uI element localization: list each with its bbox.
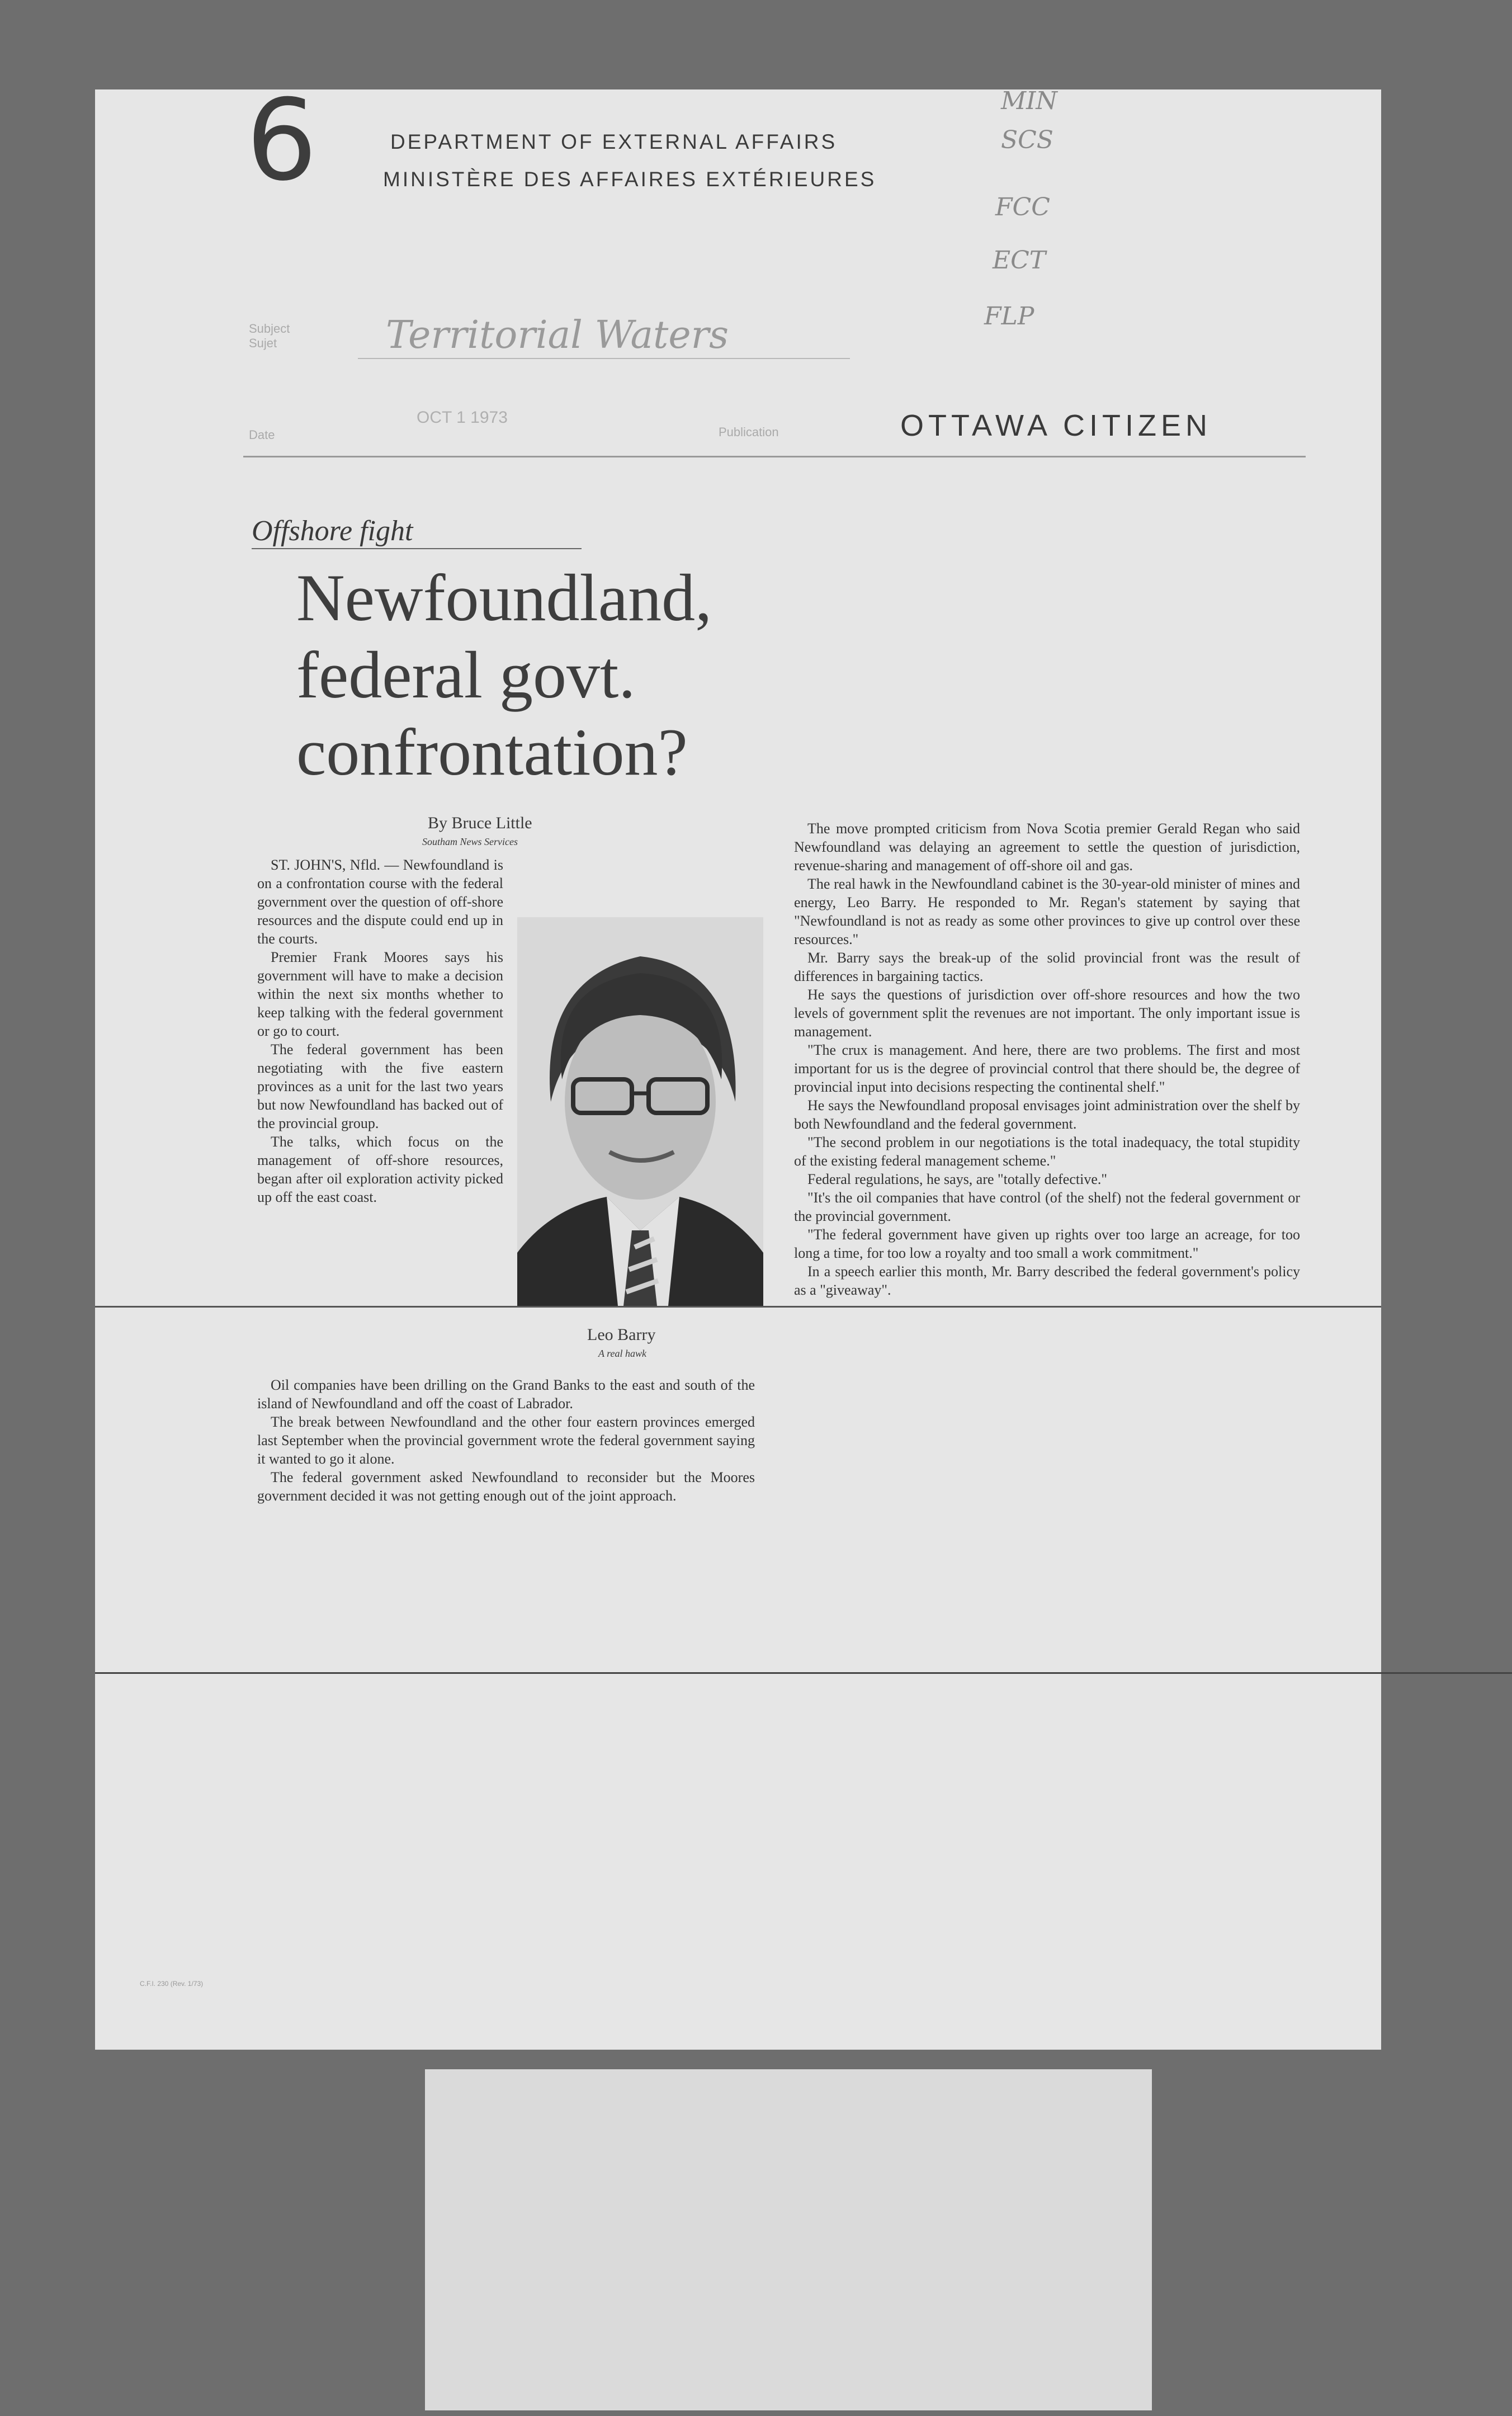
routing-mark: FLP bbox=[984, 302, 1034, 331]
paragraph: "It's the oil companies that have control (of the shelf) not the federal government or the provincial government. bbox=[794, 1190, 1300, 1224]
right-column bbox=[794, 819, 1300, 1299]
article-kicker: Offshore fight bbox=[252, 515, 413, 547]
paragraph: The break between Newfoundland and the other four eastern provinces emerged last September when the provincial government wrote the federal government saying it wanted to go it alone. bbox=[257, 1414, 755, 1467]
photo-subcaption: A real hawk bbox=[598, 1348, 646, 1359]
page-number: 6 bbox=[246, 76, 318, 206]
paragraph: The talks, which focus on the management of off-shore resources, began after oil exploration activity picked up off the east coast. bbox=[257, 1134, 503, 1205]
news-agency: Southam News Services bbox=[422, 836, 518, 847]
date-value: OCT 1 1973 bbox=[417, 408, 508, 427]
subject-value: Territorial Waters bbox=[386, 313, 729, 357]
paragraph: The federal government has been negotiating with the five eastern provinces as a unit for the last two years but now Newfoundland has backed out of the provincial group. bbox=[257, 1041, 503, 1131]
letterhead-french: MINISTÈRE DES AFFAIRES EXTÉRIEURES bbox=[383, 168, 877, 191]
publication-name: OTTAWA CITIZEN bbox=[900, 409, 1212, 442]
paragraph: Oil companies have been drilling on the Grand Banks to the east and south of the island of Newfoundland and off the coast of Labrador. bbox=[257, 1377, 755, 1412]
film-scratch-line bbox=[95, 1672, 1512, 1674]
paragraph: Premier Frank Moores says his government will have to make a decision within the next six months whether to keep talking with the federal government or go to court. bbox=[257, 949, 503, 1039]
paragraph: "The crux is management. And here, there are two problems. The first and most important for us is the degree of provincial control that there should be, the degree of provincial input into decisions respecting the continental shelf." bbox=[794, 1042, 1300, 1095]
paragraph: The real hawk in the Newfoundland cabinet is the 30-year-old minister of mines and energy, Leo Barry. He responded to Mr. Regan's statement by saying that "Newfoundland is not as ready as some other provinces to give up control over these resources." bbox=[794, 876, 1300, 947]
paragraph: In a speech earlier this month, Mr. Barry described the federal government's policy as a "giveaway". bbox=[794, 1263, 1300, 1298]
headline-line: Newfoundland, bbox=[296, 560, 712, 635]
portrait-photo bbox=[517, 917, 763, 1306]
paragraph: He says the questions of jurisdiction over off-shore resources and how the two levels of government split the revenues are not important. The only important issue is management. bbox=[794, 987, 1300, 1040]
paragraph: Mr. Barry says the break-up of the solid provincial front was the result of differences in bargaining tactics. bbox=[794, 950, 1300, 984]
byline: By Bruce Little bbox=[428, 814, 532, 832]
paragraph: ST. JOHN'S, Nfld. — Newfoundland is on a confrontation course with the federal government over the question of off-shore resources and the dispute could end up in the courts. bbox=[257, 857, 503, 947]
paragraph: "The second problem in our negotiations is the total inadequacy, the total stupidity of the existing federal management scheme." bbox=[794, 1134, 1300, 1169]
paragraph: He says the Newfoundland proposal envisages joint administration over the shelf by both Newfoundland and the federal government. bbox=[794, 1097, 1300, 1132]
routing-mark: ECT bbox=[993, 246, 1046, 275]
film-scratch-line bbox=[95, 1306, 1381, 1308]
routing-mark: FCC bbox=[995, 193, 1050, 221]
portrait-illustration bbox=[517, 917, 763, 1306]
kicker-rule bbox=[252, 548, 582, 549]
paragraph: "The federal government have given up rights over too large an acreage, for too long a time, for too low a royalty and too small a work commitment." bbox=[794, 1226, 1300, 1261]
header-rule bbox=[243, 456, 1306, 457]
headline-line: federal govt. bbox=[296, 638, 636, 712]
subject-label: Subject Sujet bbox=[249, 322, 290, 350]
routing-mark: SCS bbox=[1001, 126, 1053, 154]
lower-plate bbox=[425, 2069, 1152, 2410]
date-label: Date bbox=[249, 428, 275, 442]
publication-label: Publication bbox=[719, 425, 779, 439]
photo-caption: Leo Barry bbox=[587, 1325, 656, 1344]
paragraph: The move prompted criticism from Nova Scotia premier Gerald Regan who said Newfoundland was delaying an agreement to settle the question of jurisdiction, revenue-sharing and management of off-shore oil and gas. bbox=[794, 820, 1300, 874]
article-headline bbox=[296, 559, 712, 791]
routing-mark: MIN bbox=[1001, 87, 1057, 115]
headline-line: confrontation? bbox=[296, 715, 688, 789]
left-column bbox=[257, 856, 503, 1206]
paragraph: The federal government asked Newfoundland to reconsider but the Moores government decided it was not getting enough out of the joint approach. bbox=[257, 1469, 755, 1504]
paragraph: Federal regulations, he says, are "totally defective." bbox=[807, 1171, 1107, 1187]
left-wide-column bbox=[257, 1376, 755, 1505]
letterhead-english: DEPARTMENT OF EXTERNAL AFFAIRS bbox=[390, 130, 838, 153]
form-footer-stamp: C.F.I. 230 (Rev. 1/73) bbox=[140, 1980, 204, 1988]
subject-rule bbox=[358, 358, 850, 359]
